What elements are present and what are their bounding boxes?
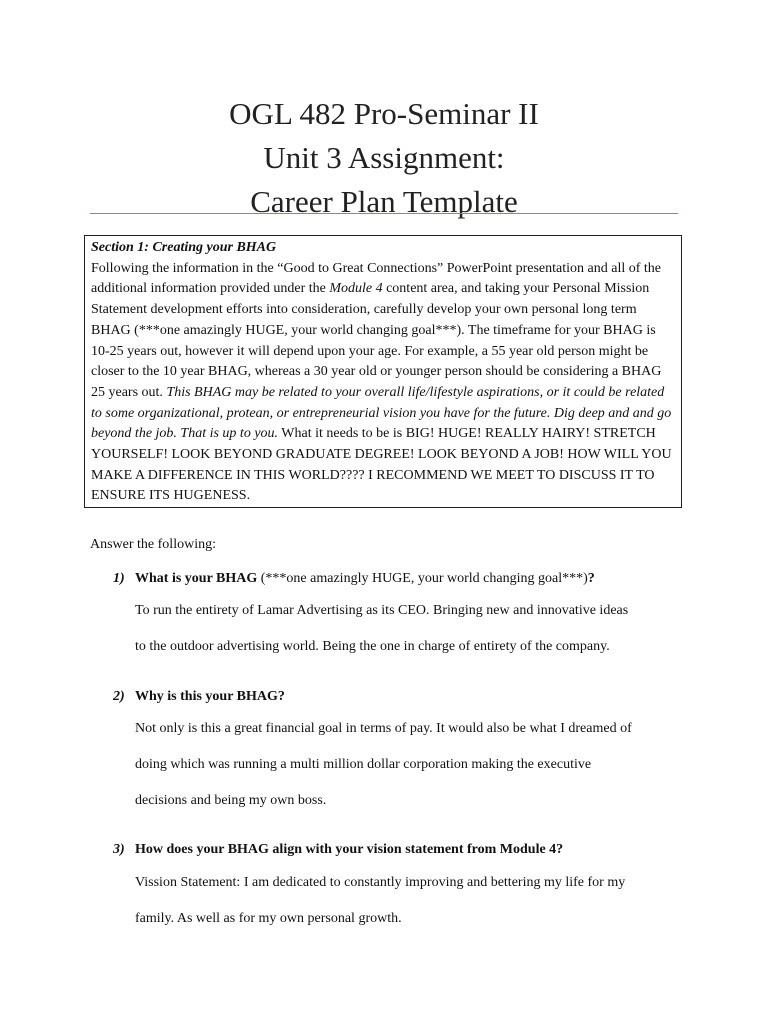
section-1-module-ref: Module 4 [329, 281, 383, 297]
question-text: Why is this your BHAG? [135, 689, 285, 704]
section-1-body [91, 259, 674, 507]
section-1-text-a: Following the information in the “Good to Great Connections” PowerPoint presentation and all of the additional information provided under the [91, 260, 662, 297]
answer-line: To run the entirety of Lamar Advertising as its CEO. Bringing new and innovative ideas [135, 603, 629, 618]
section-1-text-b: content area, and taking your Personal Mission Statement development efforts into consideration, carefully develop your own personal long term BHAG (***one amazingly HUGE, your world changing goal***). The timeframe for your BHAG is 10-25 years out, however it will depend upon your age. For example, a 55 year old person might be closer to the 10 year BHAG, whereas a 30 year old or younger person should be considering a BHAG 25 years out. [91, 281, 662, 400]
answer-line: to the outdoor advertising world. Being the one in charge of entirety of the company. [135, 639, 610, 654]
title-line-2: Unit 3 Assignment: [263, 140, 505, 175]
title-line-1: OGL 482 Pro-Seminar II [229, 96, 539, 131]
answer-line: Not only is this a great financial goal in terms of pay. It would also be what I dreamed of [135, 721, 632, 736]
question-1 [113, 569, 673, 673]
answer-line: doing which was running a multi million dollar corporation making the executive [135, 757, 592, 772]
question-text: How does your BHAG align with your vision statement from Module 4? [135, 842, 564, 857]
question-3 [113, 840, 673, 945]
section-1-heading: Section 1: Creating your BHAG [91, 240, 277, 255]
section-1-text-c: What it needs to be is BIG! HUGE! REALLY HAIRY! STRETCH YOURSELF! LOOK BEYOND GRADUATE DEGREE! LOOK BEYOND A JOB! HOW WILL YOU MAKE A DIFFERENCE IN THIS WORLD???? I RECOMMEND WE MEET TO DISCUSS IT TO ENSURE ITS HUGENESS. [91, 426, 672, 504]
answer-1 [135, 601, 673, 673]
question-text: What is your BHAG [135, 571, 258, 586]
document-title [0, 92, 768, 224]
question-2 [113, 687, 673, 827]
answer-line: family. As well as for my own personal growth. [135, 911, 402, 926]
title-divider [90, 213, 678, 214]
question-number: 3) [113, 842, 125, 857]
title-line-3: Career Plan Template [250, 184, 518, 219]
answer-line: decisions and being my own boss. [135, 793, 327, 808]
question-number: 1) [113, 571, 125, 586]
question-text-end: ? [587, 571, 595, 586]
question-number: 2) [113, 689, 125, 704]
section-1-italic-passage: This BHAG may be related to your overall life/lifestyle aspirations, or it could be related to some organizational, protean, or entrepreneurial vision you have for the future. Dig deep and and go beyond the job. That is up to you. [91, 384, 672, 442]
answer-intro: Answer the following: [90, 537, 216, 552]
answer-2 [135, 719, 673, 827]
answer-3 [135, 873, 673, 945]
question-text-suffix: (***one amazingly HUGE, your world changing goal***) [257, 571, 588, 586]
section-1-box [84, 235, 682, 508]
answer-line: Vission Statement: I am dedicated to constantly improving and bettering my life for my [135, 875, 626, 890]
